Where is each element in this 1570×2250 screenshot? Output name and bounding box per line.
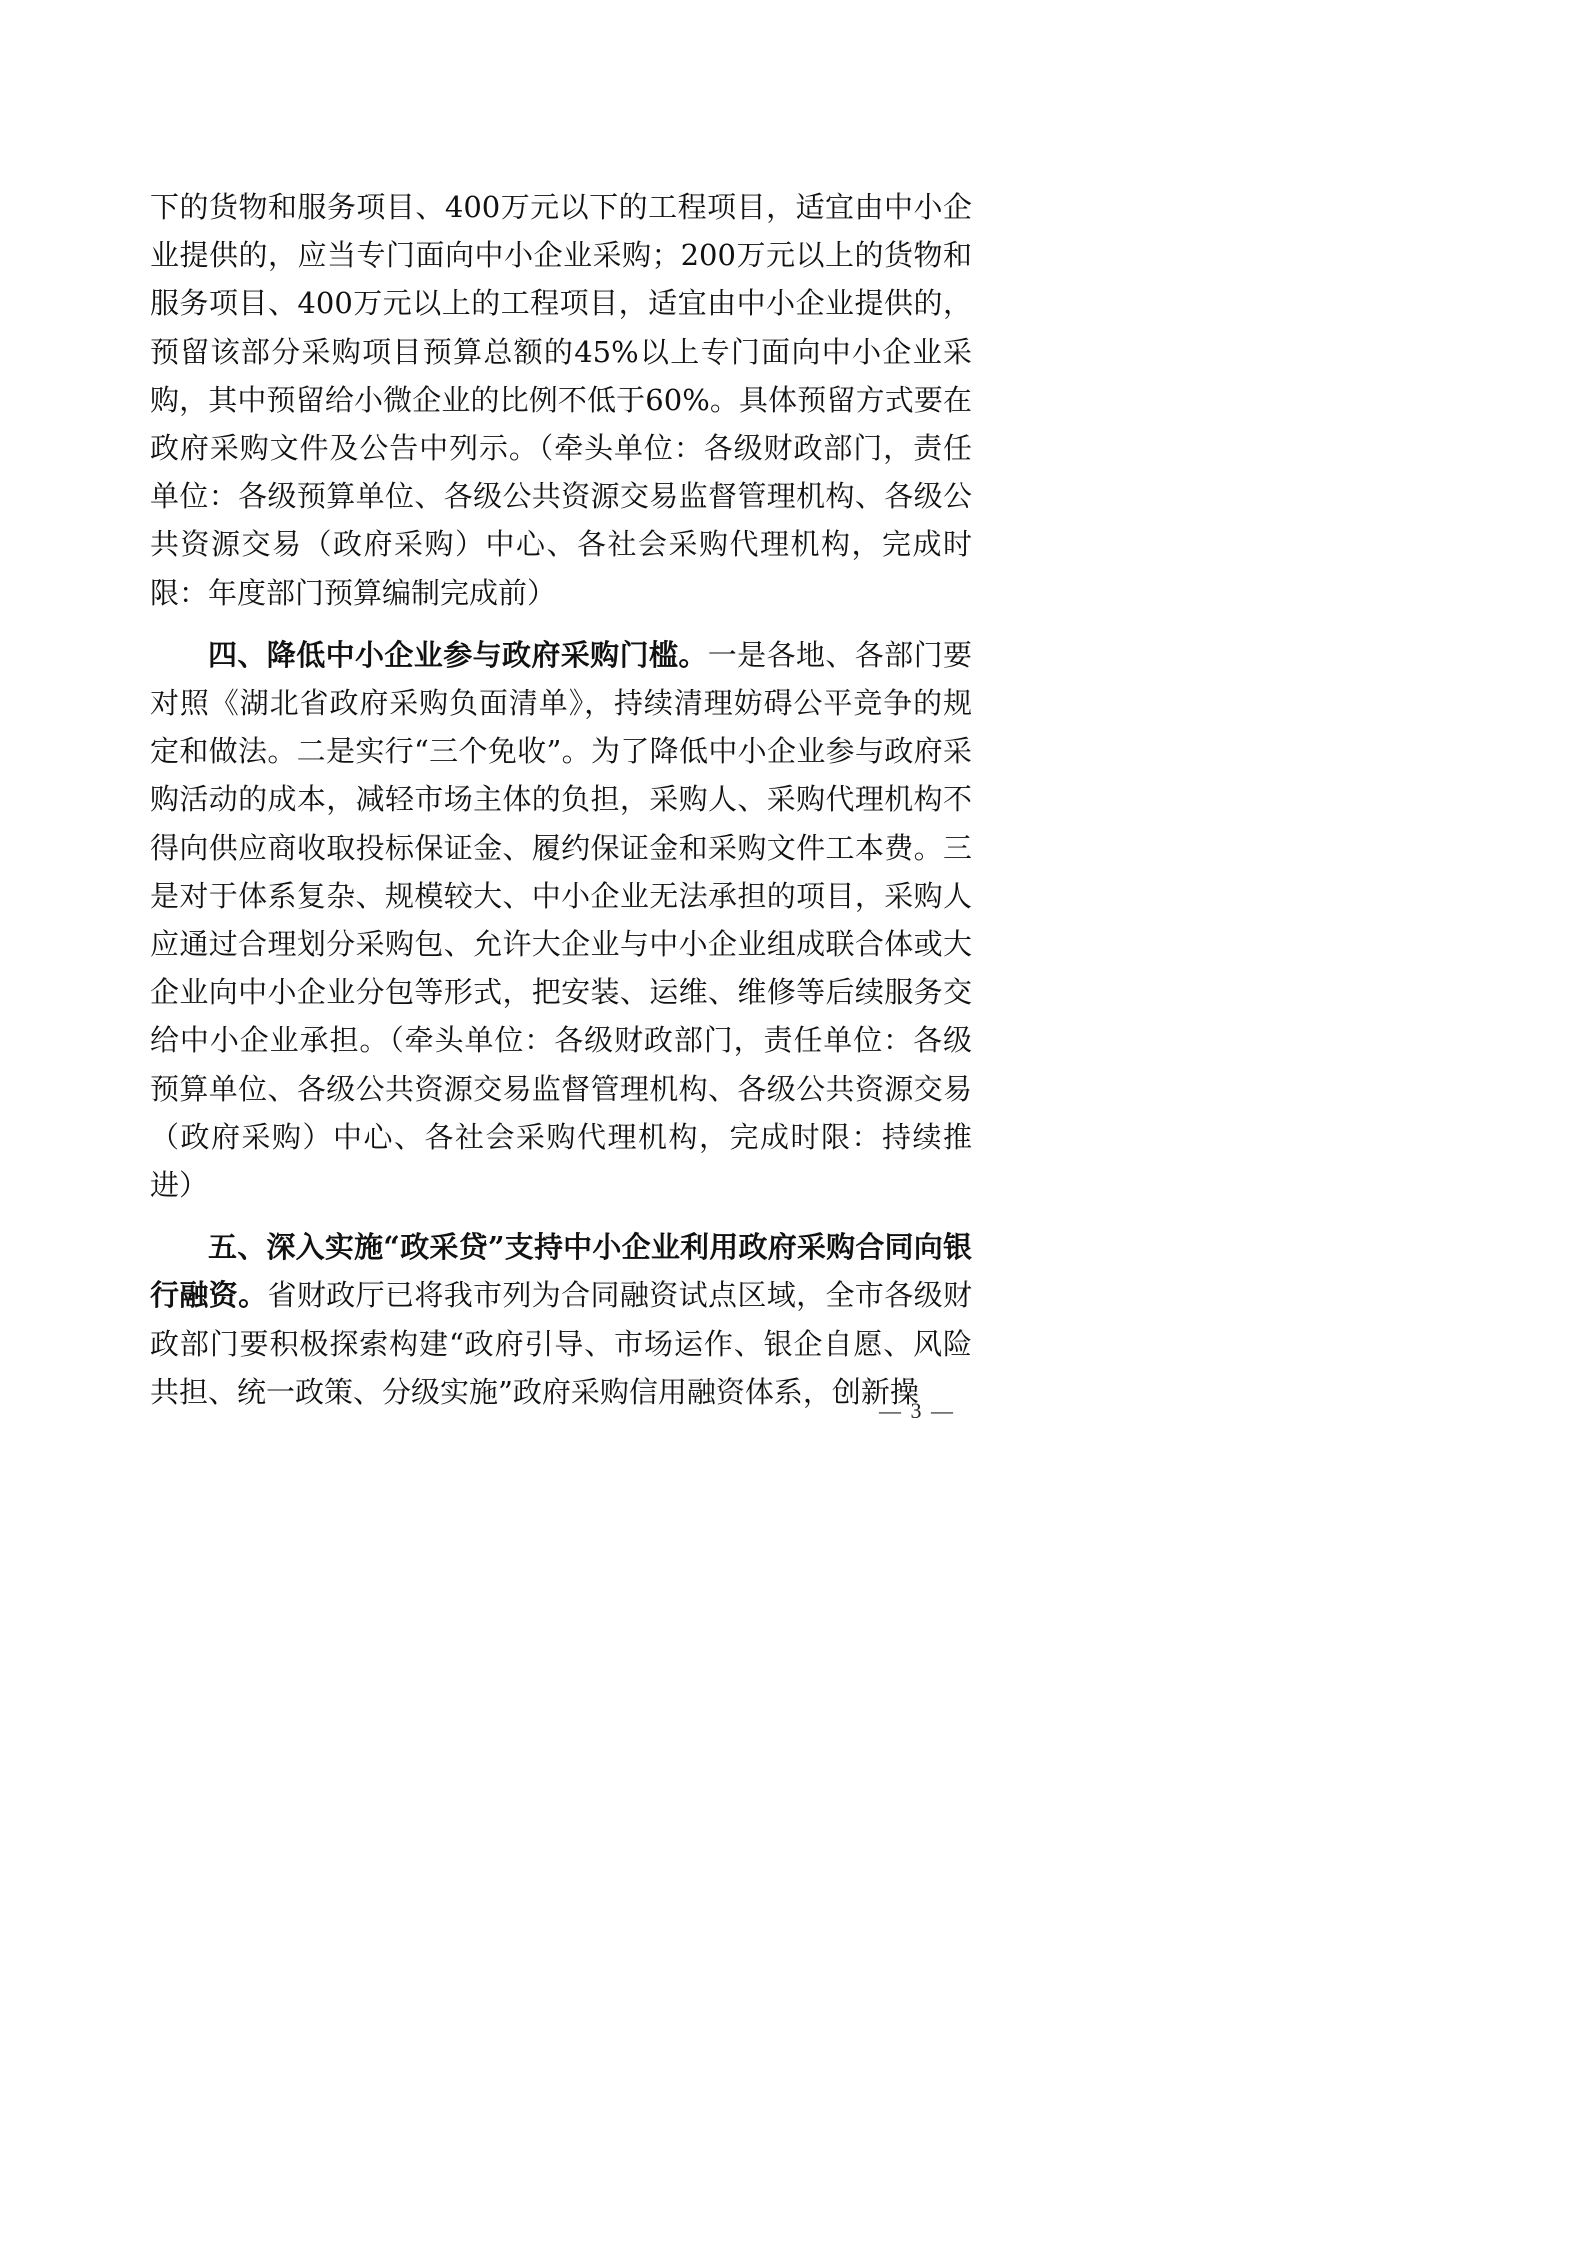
body-text [150,183,972,1416]
section-four [150,631,972,1209]
page-number: — 3 — [879,1398,955,1423]
paragraph-text: 下的货物和服务项目、400万元以下的工程项目，适宜由中小企业提供的，应当专门面向中小企业采购；200万元以上的货物和服务项目、400万元以上的工程项目，适宜由中小企业提供的，预留该部分采购项目预算总额的45%以上专门面向中小企业采购，其中预留给小微企业的比例不低于60%。具体预留方式要在政府采购文件及公告中列示。（牵头单位：各级财政部门，责任单位：各级预算单位、各级公共资源交易监督管理机构、各级公共资源交易（政府采购）中心、各社会采购代理机构，完成时限：年度部门预算编制完成前） [150,190,972,610]
section-four-body: 一是各地、各部门要对照《湖北省政府采购负面清单》，持续清理妨碍公平竞争的规定和做法。二是实行“三个免收”。为了降低中小企业参与政府采购活动的成本，减轻市场主体的负担，采购人、采购代理机构不得向供应商收取投标保证金、履约保证金和采购文件工本费。三是对于体系复杂、规模较大、中小企业无法承担的项目，采购人应通过合理划分采购包、允许大企业与中小企业组成联合体或大企业向中小企业分包等形式，把安装、运维、维修等后续服务交给中小企业承担。（牵头单位：各级财政部门，责任单位：各级预算单位、各级公共资源交易监督管理机构、各级公共资源交易（政府采购）中心、各社会采购代理机构，完成时限：持续推进） [150,637,972,1203]
document-page [0,0,1101,1574]
section-five-heading: 五、深入实施“政采贷”支持中小企业利用政府采购合同向银行融资。 [150,1230,972,1313]
paragraph-continued [150,183,972,617]
section-five [150,1223,972,1416]
section-four-heading: 四、降低中小企业参与政府采购门槛。 [208,637,708,672]
section-five-body: 省财政厅已将我市列为合同融资试点区域，全市各级财政部门要积极探索构建“政府引导、市场运作、银企自愿、风险共担、统一政策、分级实施”政府采购信用融资体系，创新操 [150,1278,972,1409]
